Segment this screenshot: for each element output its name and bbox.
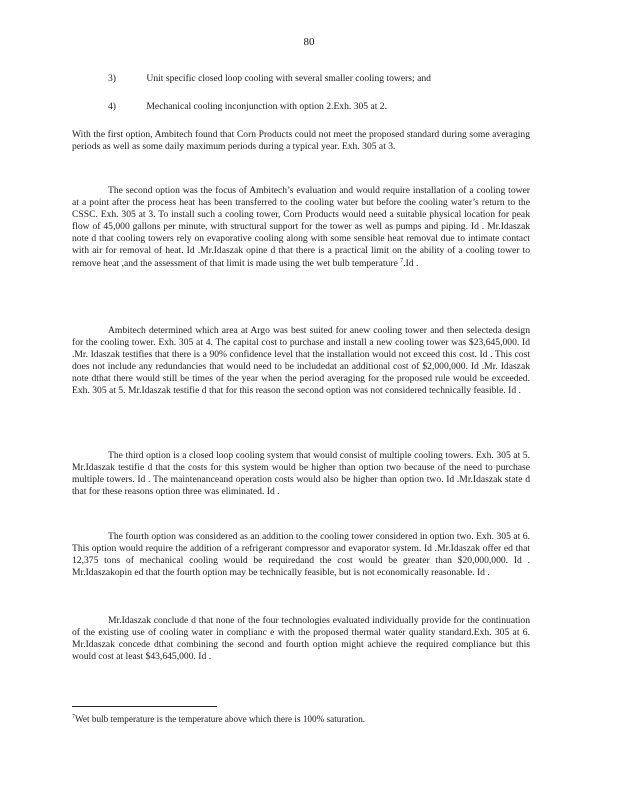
footnote-divider [72, 706, 217, 707]
page-number: 80 [303, 36, 315, 48]
list-number: 3) [108, 73, 116, 84]
paragraph-first-option: With the first option, Ambitech found that Corn Products could not meet the proposed standard during some averaging periods as well as some daily maximum periods during a typical year. Exh. 305 at 3. [72, 129, 530, 153]
list-text: Mechanical cooling inconjunction with option 2.Exh. 305 at 2. [146, 101, 388, 112]
paragraph-conclusion: Mr.Idaszak conclude d that none of the four technologies evaluated individually provide for the continuation of the existing use of cooling water in complianc e with the proposed thermal water quality standard.Exh. 305 at 6. Mr.Idaszak concede dthat combining the second and fourth option might achieve the required compliance but this would cost at least $43,645,000. Id . [72, 615, 530, 663]
list-text: Unit specific closed loop cooling with several smaller cooling towers; and [146, 73, 431, 84]
paragraph-third-option: The third option is a closed loop cooling system that would consist of multiple cooling towers. Exh. 305 at 5. Mr.Idaszak testifie d that the costs for this system would be higher than option two because of the need to purchase multiple towers. Id . The maintenanceand operation costs would also be higher than option two. Id .Mr.Idaszak state d that for these reasons option three was eliminated. Id . [72, 450, 530, 498]
footnote-text: Wet bulb temperature is the temperature above which there is 100% saturation. [75, 714, 366, 724]
paragraph-text: The second option was the focus of Ambitech’s evaluation and would require installation of a cooling tower at a point after the process heat has been transferred to the cooling water but before the cooling water’s return to the CSSC. Exh. 305 at 3. To install such a cooling tower, Corn Products would need a suitable physical location for peak flow of 45,000 gallons per minute, with structural support for the tower as well as pumps and piping. Id . Mr.Idaszak note d that cooling towers rely on evaporative cooling along with some sensible heat removal due to intimate contact with air for removal of heat. Id .Mr.Idaszak opine d that there is a practical limit on the ability of a cooling tower to remove heat ,and the assessment of that limit is made using the wet bulb temperature [72, 185, 530, 269]
footnote-mark: 7 [72, 713, 75, 720]
footnote [72, 713, 532, 725]
list-item [108, 73, 548, 85]
list-number: 4) [108, 101, 116, 112]
footnote-reference: 7 [400, 257, 404, 264]
paragraph-tail: .Id . [403, 257, 419, 269]
paragraph-cost-determination: Ambitech determined which area at Argo was best suited for anew cooling tower and then selecteda design for the cooling tower. Exh. 305 at 4. The capital cost to purchase and install a new cooling tower was $23,645,000. Id .Mr. Idaszak testifies that there is a 90% confidence level that the installation would not exceed this cost. Id . This cost does not include any redundancies that would need to be includedat an additional cost of $2,000,000. Id .Mr. Idaszak note dthat there would still be times of the year when the period averaging for the proposed rule would be exceeded. Exh. 305 at 5. Mr.Idaszak testifie d that for this reason the second option was not considered technically feasible. Id . [72, 325, 530, 397]
list-item [108, 101, 548, 113]
paragraph-fourth-option: The fourth option was considered as an addition to the cooling tower considered in option two. Exh. 305 at 6. This option would require the addition of a refrigerant compressor and evaporator system. Id .Mr.Idaszak offer ed that 12,375 tons of mechanical cooling would be requiredand the cost would be greater than $20,000,000. Id . Mr.Idaszakopin ed that the fourth option may be technically feasible, but is not economically reasonable. Id . [72, 531, 530, 579]
paragraph-second-option [72, 185, 530, 270]
